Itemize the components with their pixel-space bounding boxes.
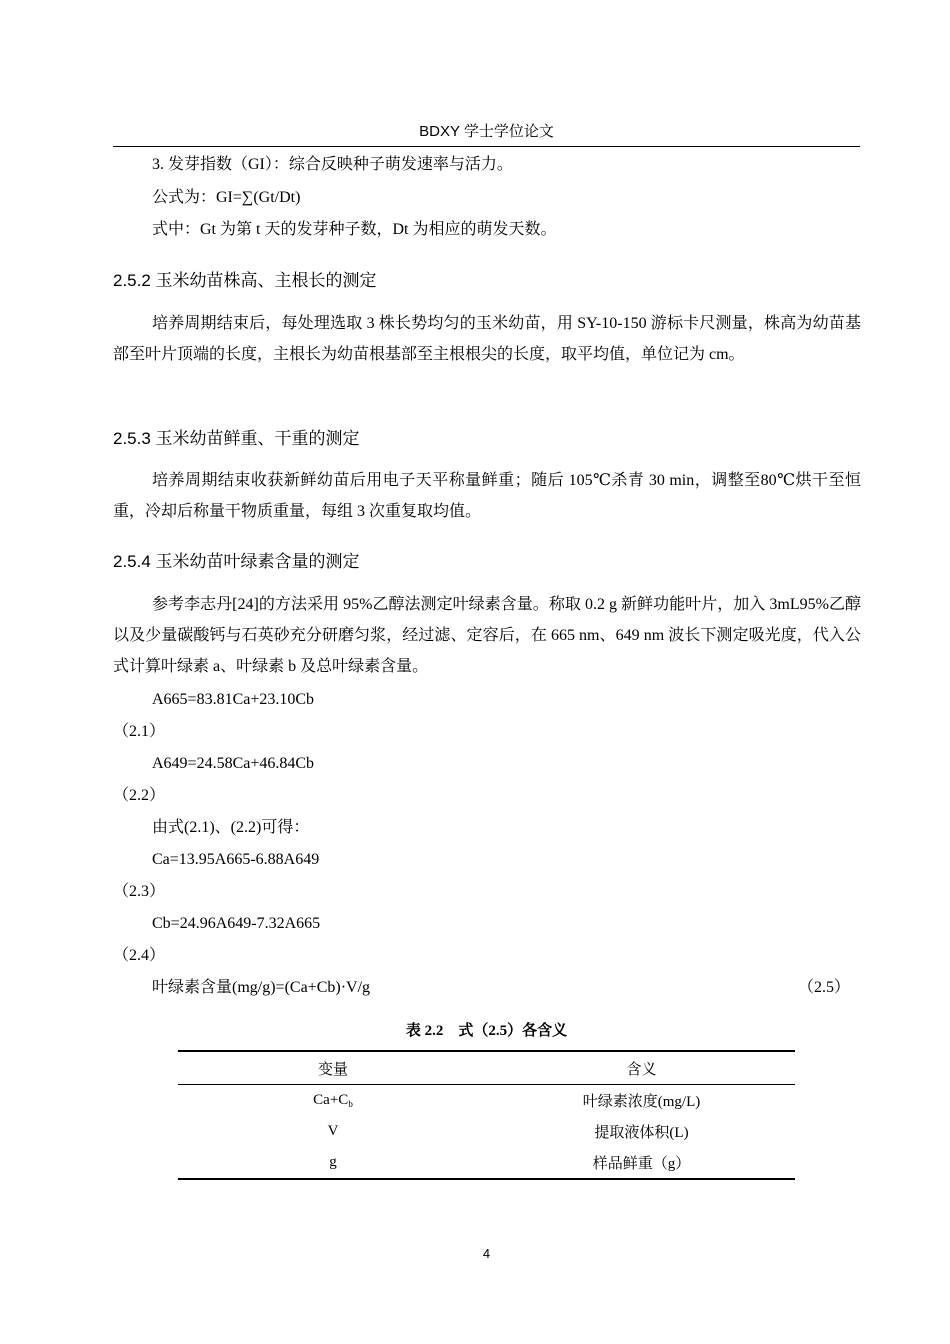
gi-formula: 公式为：GI=∑(Gt/Dt) [152,189,301,206]
header-rule [113,146,860,147]
table-cell-variable: V [327,1123,339,1139]
derivation-text: 由式(2.1)、(2.2)可得： [152,819,310,836]
table-caption: 表 2.2 式（2.5）各含义 [405,1023,568,1039]
equation-2-1: A665=83.81Ca+23.10Cb [152,691,315,708]
equation-number-2-1: （2.1） [113,723,166,740]
section-body-2-5-4: 参考李志丹[24]的方法采用 95%乙醇法测定叶绿素含量。称取 0.2 g 新鲜功能叶片，加入 3mL95%乙醇以及少量碳酸钙与石英砂充分研磨匀浆，经过滤、定容后，在 665 nm、649 nm 波长下测定吸光度，代入公式计算叶绿素 a、叶绿素 b 及总叶绿素含量。 [113,596,861,675]
section-heading-2-5-2: 2.5.2 玉米幼苗株高、主根长的测定 [113,271,377,290]
table-cell-meaning: 提取液体积(L) [594,1125,689,1141]
equation-number-2-4: （2.4） [113,947,166,964]
section-body-2-5-3: 培养周期结束收获新鲜幼苗后用电子天平称量鲜重；随后 105℃杀青 30 min，调整至80℃烘干至恒重，冷却后称量干物质重量，每组 3 次重复取均值。 [113,472,861,520]
equation-2-4: Cb=24.96A649-7.32A665 [152,915,321,932]
variable-main: Ca+C [313,1092,349,1108]
equation-2-3: Ca=13.95A665-6.88A649 [152,851,320,868]
table-row [178,1147,795,1179]
table-row [178,1116,795,1147]
equation-number-2-5: （2.5） [797,979,850,996]
section-body-2-5-2: 培养周期结束后，每处理选取 3 株长势均匀的玉米幼苗，用 SY-10-150 游标卡尺测量，株高为幼苗基部至叶片顶端的长度，主根长为幼苗根基部至主根根尖的长度，取平均值，单位记为 cm。 [113,315,861,363]
equation-number-2-2: （2.2） [113,787,166,804]
table-cell-variable [178,1085,488,1117]
table-cell-meaning: 样品鲜重（g） [488,1147,795,1179]
section-heading-2-5-3: 2.5.3 玉米幼苗鲜重、干重的测定 [113,429,360,448]
equation-2-2: A649=24.58Ca+46.84Cb [152,755,315,772]
table-header-row [178,1051,795,1085]
gi-where: 式中：Gt 为第 t 天的发芽种子数，Dt 为相应的萌发天数。 [152,221,557,238]
variable-table [178,1050,795,1180]
table-cell-variable: g [178,1147,488,1179]
equation-number-2-3: （2.3） [113,883,166,900]
gi-item: 3. 发芽指数（GI）：综合反映种子萌发速率与活力。 [152,156,513,173]
table-header-cell: 变量 [178,1051,488,1085]
equation-2-5: 叶绿素含量(mg/g)=(Ca+Cb)·V/g [152,979,371,996]
table-header-cell: 含义 [488,1051,795,1085]
variable-subscript: b [348,1099,353,1109]
running-header: BDXY 学士学位论文 [419,123,554,140]
section-heading-2-5-4: 2.5.4 玉米幼苗叶绿素含量的测定 [113,552,360,571]
page-number: 4 [482,1246,491,1261]
table-row [178,1085,795,1117]
table-cell-meaning: 叶绿素浓度(mg/L) [582,1094,701,1110]
